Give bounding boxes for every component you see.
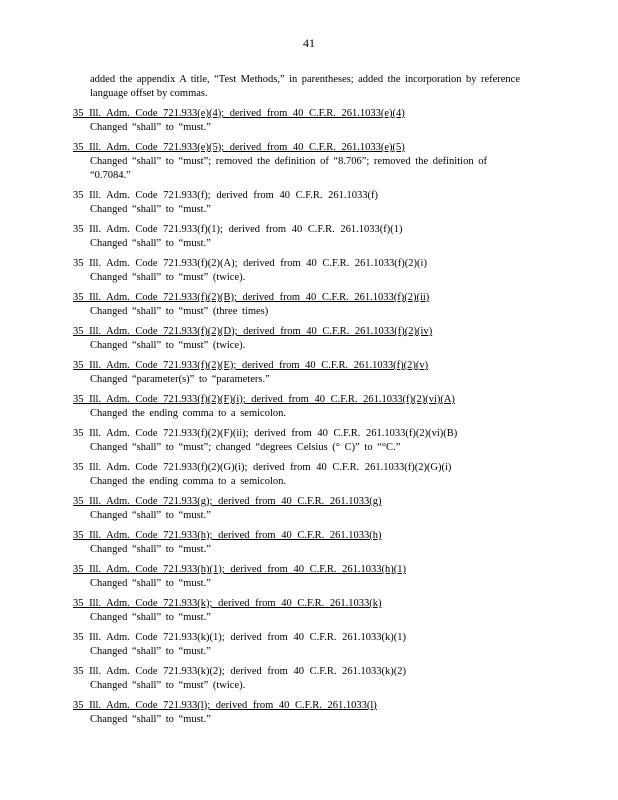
change-note: Changed “shall” to “must.” (90, 714, 211, 725)
citation-line: 35 Ill. Adm. Code 721.933(e)(5); derived from 40 C.F.R. 261.1033(e)(5) (73, 142, 405, 153)
change-note: Changed “shall” to “must” (twice). (90, 340, 246, 351)
list-item (73, 189, 523, 217)
citation-line: 35 Ill. Adm. Code 721.933(f)(2)(F)(ii); derived from 40 C.F.R. 261.1033(f)(2)(vi)(B) (73, 428, 458, 439)
citation-line: 35 Ill. Adm. Code 721.933(f)(2)(A); derived from 40 C.F.R. 261.1033(f)(2)(i) (73, 258, 427, 269)
list-item (73, 665, 523, 693)
list-item (73, 107, 523, 135)
citation-line: 35 Ill. Adm. Code 721.933(k); derived from 40 C.F.R. 261.1033(k) (73, 598, 382, 609)
intro-paragraph: added the appendix A title, “Test Methods,” in parentheses; added the incorporation by reference language offset by commas. (90, 74, 520, 99)
change-note: Changed “parameter(s)” to “parameters.” (90, 374, 270, 385)
list-item (73, 597, 523, 625)
list-item (73, 393, 523, 421)
list-item (73, 291, 523, 319)
list-item (73, 495, 523, 523)
change-note: Changed “shall” to “must.” (90, 238, 211, 249)
change-note: Changed the ending comma to a semicolon. (90, 408, 286, 419)
citation-line: 35 Ill. Adm. Code 721.933(h); derived from 40 C.F.R. 261.1033(h) (73, 530, 382, 541)
list-item (73, 141, 523, 183)
amendment-list (73, 107, 523, 733)
citation-line: 35 Ill. Adm. Code 721.933(e)(4); derived from 40 C.F.R. 261.1033(e)(4) (73, 108, 405, 119)
change-note: Changed “shall” to “must” (twice). (90, 272, 246, 283)
list-item (73, 529, 523, 557)
list-item (73, 461, 523, 489)
citation-line: 35 Ill. Adm. Code 721.933(k)(2); derived from 40 C.F.R. 261.1033(k)(2) (73, 666, 406, 677)
citation-line: 35 Ill. Adm. Code 721.933(f)(2)(E); derived from 40 C.F.R. 261.1033(f)(2)(v) (73, 360, 429, 371)
change-note: Changed the ending comma to a semicolon. (90, 476, 286, 487)
list-item (73, 223, 523, 251)
citation-line: 35 Ill. Adm. Code 721.933(f)(2)(B); derived from 40 C.F.R. 261.1033(f)(2)(ii) (73, 292, 430, 303)
change-note: Changed “shall” to “must”; removed the definition of “8.706”; removed the definition of “0.7084.” (90, 156, 487, 181)
change-note: Changed “shall” to “must.” (90, 578, 211, 589)
change-note: Changed “shall” to “must”; changed “degrees Celsius (° C)” to “°C.” (90, 442, 401, 453)
change-note: Changed “shall” to “must.” (90, 204, 211, 215)
list-item (73, 427, 523, 455)
list-item (73, 257, 523, 285)
change-note: Changed “shall” to “must.” (90, 612, 211, 623)
change-note: Changed “shall” to “must.” (90, 646, 211, 657)
list-item (73, 563, 523, 591)
citation-line: 35 Ill. Adm. Code 721.933(h)(1); derived from 40 C.F.R. 261.1033(h)(1) (73, 564, 406, 575)
change-note: Changed “shall” to “must” (three times) (90, 306, 269, 317)
citation-line: 35 Ill. Adm. Code 721.933(f); derived from 40 C.F.R. 261.1033(f) (73, 190, 378, 201)
citation-line: 35 Ill. Adm. Code 721.933(l); derived from 40 C.F.R. 261.1033(l) (73, 700, 377, 711)
list-item (73, 359, 523, 387)
citation-line: 35 Ill. Adm. Code 721.933(f)(2)(G)(i); derived from 40 C.F.R. 261.1033(f)(2)(G)(i) (73, 462, 452, 473)
change-note: Changed “shall” to “must.” (90, 544, 211, 555)
list-item (73, 631, 523, 659)
citation-line: 35 Ill. Adm. Code 721.933(g); derived from 40 C.F.R. 261.1033(g) (73, 496, 382, 507)
page-number: 41 (303, 36, 315, 50)
citation-line: 35 Ill. Adm. Code 721.933(k)(1); derived from 40 C.F.R. 261.1033(k)(1) (73, 632, 406, 643)
change-note: Changed “shall” to “must” (twice). (90, 680, 246, 691)
citation-line: 35 Ill. Adm. Code 721.933(f)(2)(D); derived from 40 C.F.R. 261.1033(f)(2)(iv) (73, 326, 433, 337)
citation-line: 35 Ill. Adm. Code 721.933(f)(1); derived from 40 C.F.R. 261.1033(f)(1) (73, 224, 403, 235)
change-note: Changed “shall” to “must.” (90, 122, 211, 133)
change-note: Changed “shall” to “must.” (90, 510, 211, 521)
citation-line: 35 Ill. Adm. Code 721.933(f)(2)(F)(i); derived from 40 C.F.R. 261.1033(f)(2)(vi)(A) (73, 394, 455, 405)
list-item (73, 325, 523, 353)
list-item (73, 699, 523, 727)
